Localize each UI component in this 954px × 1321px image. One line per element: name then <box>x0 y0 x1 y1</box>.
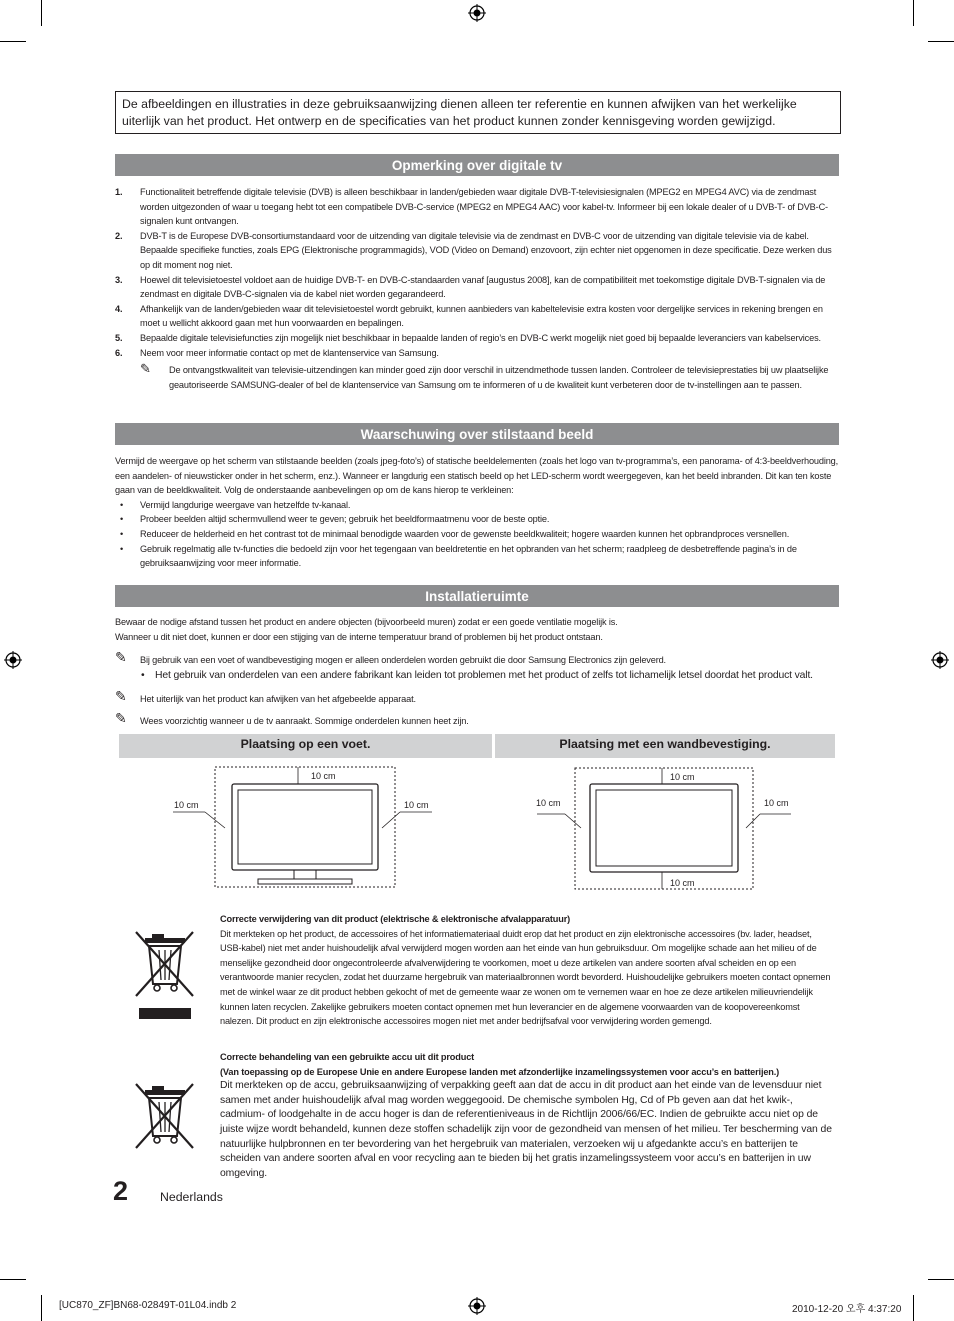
bullet-icon: • <box>120 528 124 539</box>
bullet-icon: • <box>120 543 124 554</box>
list-item: • Gebruik regelmatig alle tv-functies die bedoeld zijn voor het tegengaan van beeldretentie en het opbranden van het scherm; raadpleeg de desbetreffende pagina’s in de gebruiksaanwijzing voor meer informatie. <box>120 543 797 569</box>
crop-mark <box>913 0 914 26</box>
page-number: 2 <box>113 1176 129 1206</box>
section-header-still-image: Waarschuwing over stilstaand beeld <box>115 423 839 445</box>
bullet-icon: • <box>120 499 124 510</box>
list-item: • Probeer beelden altijd schermvullend weer te geven; gebruik het beeldformaatmenu voor de beste optie. <box>115 512 839 527</box>
stand-clearance-diagram <box>170 762 450 892</box>
page-language: Nederlands <box>160 1190 223 1204</box>
installation-note-1: ✎ Bij gebruik van een voet of wandbevestiging mogen er alleen onderdelen worden gebruikt die door Samsung Electronics zijn geleverd. • Het gebruik van onderdelen van een andere fabrikant kan leiden tot problemen met het product of zelfs tot lichamelijk letsel doordat het product valt. <box>115 649 813 681</box>
battery-title: Correcte behandeling van een gebruikte accu uit dit product <box>220 1052 475 1062</box>
weee-disposal-text: Correcte verwijdering van dit product (elektrische & elektronische afvalapparatuur) Dit merkteken op het product, de accessoires of het informatiemateriaal duidt erop dat het product en zijn elektronische accessoires (bv. lader, headset, USB-kabel) niet met ander huishoudelijk afval verwijderd mogen worden aan het einde van hun gebruiksduur. Om mogelijke schade aan het milieu of de menselijke gezondheid door ongecontroleerde afvalverwijdering te voorkomen, moet u deze artikelen van andere soorten afval scheiden en op een verantwoorde manier recyclen, zodat het duurzame hergebruik van materiaalbronnen wordt bevorderd. Huishoudelijke gebruikers moeten contact opnemen met de winkel waar ze dit product hebben gekocht of met de gemeente waar ze wonen om te vernemen waar en hoe ze deze artikelen milieuvriendelijk kunnen laten recyclen. Zakelijke gebruikers moeten contact opnemen met hun leverancier en de algemene voorwaarden van de koopovereenkomst nalezen. Dit product en zijn elektronische accessoires mogen niet met ander bedrijfsafval voor verwijdering worden gemengd. <box>220 914 831 1027</box>
digital-tv-list <box>115 185 841 392</box>
list-item: 3. Hoewel dit televisietoestel voldoet aan de huidige DVB-T- en DVB-C-standaarden vanaf [augustus 2008], kan de compatibiliteit met toekomstige digitale DVB-T-signalen via de zendmast en digitale DVB-C-signalen via de kabel niet worden gegarandeerd. <box>115 274 826 300</box>
notice-box: De afbeeldingen en illustraties in deze gebruiksaanwijzing dienen alleen ter referentie en kunnen afwijken van het werkelijke uiterlijk van het product. Het ontwerp en de specificaties van het product kunnen zonder kennisgeving worden gewijzigd. <box>115 91 841 134</box>
battery-disposal-text: Correcte behandeling van een gebruikte accu uit dit product (Van toepassing op de Europese Unie en andere Europese landen met afzonderlijke inzamelingssystemen voor accu’s en batterijen.) Dit merkteken op de accu, gebruiksaanwijzing of verpakking geeft aan dat de accu in dit product aan het einde van de levensduur niet samen met ander huishoudelijk afval mag worden weggegooid. De chemische symbolen Hg, Cd of Pb geven aan dat het kwik-, cadmium- of loodgehalte in de accu hoger is dan de referentieniveaus in de Richtlijn 2006/66/EC. Indien de gebruikte accu niet op de juiste wijze wordt behandeld, kunnen deze stoffen schadelijk zijn voor de gezondheid van mensen of het milieu. Ter bescherming van de natuurlijke hulpbronnen en ter bevordering van het hergebruik van materialen, verzoeken wij u afgedankte accu’s en batterijen te scheiden van andere soorten afval en voor recycling aan te bieden bij het gratis inzamelingssysteem voor accu’s en batterijen in uw omgeving. <box>220 1052 832 1179</box>
pencil-note-icon: ✎ <box>140 361 151 377</box>
battery-crossed-bin-icon <box>133 1080 197 1150</box>
crop-mark <box>928 1279 954 1280</box>
list-item: 6. Neem voor meer informatie contact op met de klantenservice van Samsung. <box>115 347 439 358</box>
section-header-digital-tv: Opmerking over digitale tv <box>115 154 839 176</box>
list-item: • Vermijd langdurige weergave van hetzelfde tv-kanaal. <box>115 498 839 513</box>
list-item: 2. DVB-T is de Europese DVB-consortiumstandaard voor de uitzending van digitale televisie via de zendmast en DVB-C voor de uitzending van digitale televisie via de kabel. Bepaalde specifieke functies, zoals EPG (Elektronische programmagids), VOD (Video on Demand) enzovoort, zijn echter niet opgenomen in deze specificatie. Deze werken dus op dit moment nog niet. <box>115 230 832 270</box>
pencil-note-icon: ✎ <box>115 688 127 704</box>
stand-installation-header: Plaatsing op een voet. <box>119 734 492 758</box>
pencil-note-icon: ✎ <box>115 649 127 665</box>
bullet-icon: • <box>141 670 145 681</box>
dimension-label: 10 cm <box>174 800 199 810</box>
digital-tv-note: ✎ De ontvangstkwaliteit van televisie-uitzendingen kan minder goed zijn door verschil in uitzendmethode tussen landen. Controleer de televisieprestaties bij uw plaatselijke geautoriseerde SAMSUNG-dealer of bel de klantenservice van Samsung om te informeren of u de kwaliteit kunt verbeteren door de tv-instellingen aan te passen. <box>140 361 829 390</box>
installation-note-3: ✎ Wees voorzichtig wanneer u de tv aanraakt. Sommige onderdelen kunnen heet zijn. <box>115 710 469 726</box>
section-header-installation: Installatieruimte <box>115 585 839 607</box>
dimension-label: 10 cm <box>311 771 336 781</box>
list-item: • Reduceer de helderheid en het contrast tot de minimaal benodigde waarden voor de gewenste beeldkwaliteit; hogere waarden kunnen het opbrandproces versnellen. <box>115 527 839 542</box>
pencil-note-icon: ✎ <box>115 710 127 726</box>
registration-mark-icon <box>931 651 949 669</box>
wall-clearance-diagram <box>535 762 795 894</box>
battery-subtitle: (Van toepassing op de Europese Unie en andere Europese landen met afzonderlijke inzamelingssystemen voor accu’s en batterijen.) <box>220 1066 780 1077</box>
footer-timestamp: 2010-12-20 오후 4:37:20 <box>792 1304 902 1315</box>
dimension-label: 10 cm <box>670 772 695 782</box>
crop-mark <box>928 41 954 42</box>
registration-mark-icon <box>468 4 486 22</box>
weee-title: Correcte verwijdering van dit product (elektrische & elektronische afvalapparatuur) <box>220 914 571 924</box>
wall-mount-header: Plaatsing met een wandbevestiging. <box>495 734 835 758</box>
crop-mark <box>41 1295 42 1321</box>
list-item: 5. Bepaalde digitale televisiefuncties zijn mogelijk niet beschikbaar in bepaalde landen of regio’s en DVB-C werkt mogelijk niet goed bij bepaalde leveranciers van kabelservices. <box>115 332 821 343</box>
still-image-section <box>115 454 839 571</box>
installation-note-2: ✎ Het uiterlijk van het product kan afwijken van het afgebeelde apparaat. <box>115 688 416 704</box>
crop-mark <box>0 41 26 42</box>
list-item: 4. Afhankelijk van de landen/gebieden waar dit televisietoestel wordt gebruikt, kunnen aanbieders van kabeltelevisie extra kosten voor dergelijke services in rekening brengen en moet u wellicht akkoord gaan met hun voorwaarden en bepalingen. <box>115 303 823 329</box>
still-image-intro: Vermijd de weergave op het scherm van stilstaande beelden (zoals jpeg-foto’s) of statische beeldelementen (zoals het logo van tv-programma’s, een panorama- of 4:3-beeldverhouding, een aandelen- of nieuwsticker onder in het scherm, enz.). Wanneer er langdurig een statisch beeld op het LED-scherm wordt weergegeven, kan het beeld inbranden. Dit kan ten koste gaan van de beeldkwaliteit. Volg de onderstaande aanbevelingen op om de kans hierop te verkleinen: <box>115 456 839 496</box>
crop-mark <box>0 1279 26 1280</box>
crop-mark <box>41 0 42 26</box>
bullet-icon: • <box>120 514 124 525</box>
list-item: 1. Functionaliteit betreffende digitale televisie (DVB) is alleen beschikbaar in landen/gebieden waar digitale DVB-T-televisiesignalen (MPEG2 en MPEG4 AVC) via de zendmast worden uitgezonden of waar u toegang hebt tot een compatibele DVB-C-service (MPEG2 en MPEG4 AAC) voor kabel-tv. Informeer bij een lokale dealer of u DVB-T- of DVB-C-signalen kunt ontvangen. <box>115 187 828 227</box>
registration-mark-icon <box>4 651 22 669</box>
footer-file-name: [UC870_ZF]BN68-02849T-01L04.indb 2 <box>59 1300 237 1311</box>
dimension-label: 10 cm <box>670 878 695 888</box>
dimension-label: 10 cm <box>764 798 789 808</box>
weee-crossed-bin-icon <box>133 928 197 1020</box>
dimension-label: 10 cm <box>536 798 561 808</box>
dimension-label: 10 cm <box>404 800 429 810</box>
installation-intro: Bewaar de nodige afstand tussen het product en andere objecten (bijvoorbeeld muren) zodat er een goede ventilatie mogelijk is. Wanneer u dit niet doet, kunnen er door een stijging van de interne temperatuur brand of problemen bij het product ontstaan. <box>115 617 618 642</box>
registration-mark-icon <box>468 1297 486 1315</box>
crop-mark <box>913 1295 914 1321</box>
